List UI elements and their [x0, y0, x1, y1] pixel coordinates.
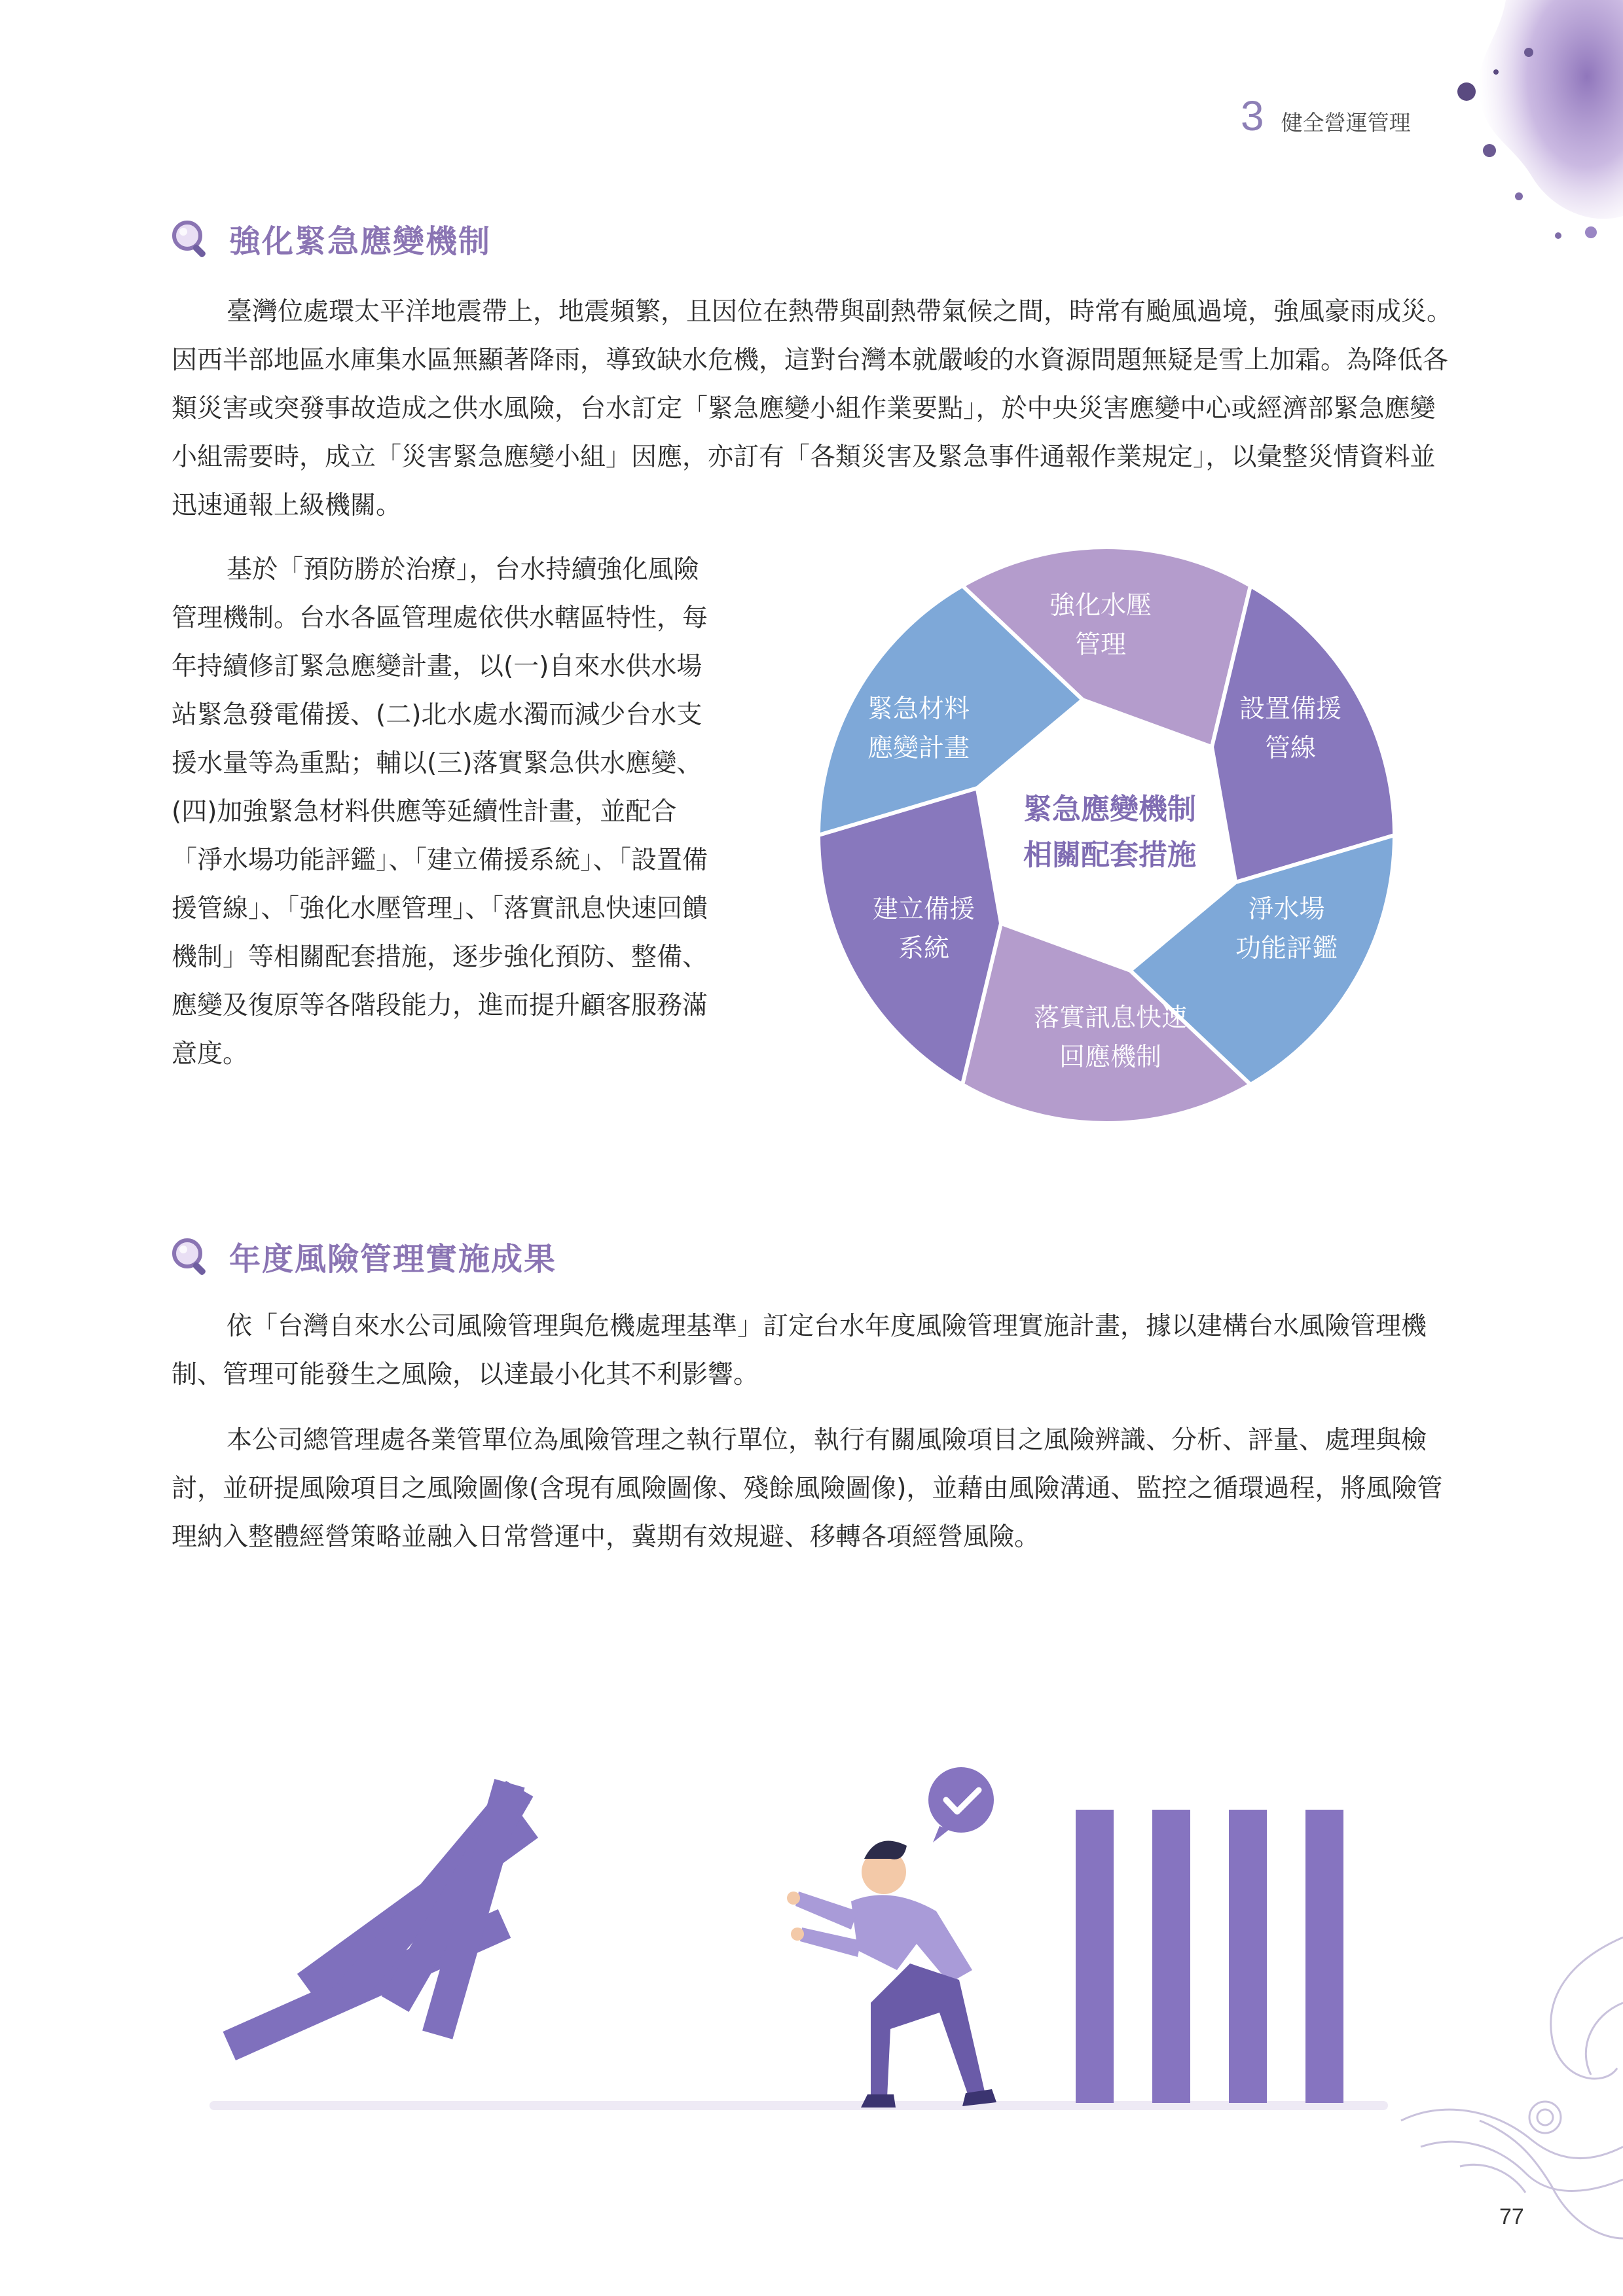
domino-illustration — [196, 1754, 1414, 2134]
swirl-decoration — [1381, 1885, 1623, 2251]
emergency-measures-diagram — [812, 541, 1401, 1130]
body-paragraph: 依「台灣自來水公司風險管理與危機處理基準」訂定台水年度風險管理實施計畫，據以建構台水風險管理機制、管理可能發生之風險，以達最小化其不利影響。 — [172, 1312, 1427, 1390]
magnifier-icon — [169, 1235, 212, 1278]
section-title: 強化緊急應變機制 — [229, 223, 492, 260]
body-paragraph: 臺灣位處環太平洋地震帶上，地震頻繁，且因位在熱帶與副熱帶氣候之間，時常有颱風過境，強風豪雨成災。因西半部地區水庫集水區無顯著降雨，導致缺水危機，這對台灣本就嚴峻的水資源問題無疑是雪上加霜。為降低各類災害或突發事故造成之供水風險，台水訂定「緊急應變小組作業要點」，於中央災害應變中心或經濟部緊急應變小組需要時，成立「災害緊急應變小組」因應，亦訂有「各類災害及緊急事件通報作業規定」，以彙整災情資料並迅速通報上級機關。 — [172, 297, 1453, 520]
person-figure — [787, 1840, 996, 2108]
segment-label-backup-system: 建立備援 系統 — [872, 895, 975, 963]
segment-label-emergency-materials: 緊急材料 應變計畫 — [867, 694, 970, 763]
section-heading-emergency — [169, 216, 491, 261]
section-title: 年度風險管理實施成果 — [229, 1241, 557, 1278]
segment-label-plant-evaluation: 淨水場 功能評鑑 — [1235, 895, 1338, 963]
chapter-header — [1241, 92, 1411, 140]
check-bubble-icon — [928, 1767, 994, 1842]
chapter-title: 健全營運管理 — [1281, 110, 1411, 135]
body-paragraph: 本公司總管理處各業管單位為風險管理之執行單位，執行有關風險項目之風險辨識、分析、評量、處理與檢討，並研提風險項目之風險圖像(含現有風險圖像、殘餘風險圖像)，並藉由風險溝通、監控之循環過程，將風險管理納入整體經營策略並融入日常營運中，冀期有效規避、移轉各項經營風險。 — [172, 1426, 1443, 1552]
magnifier-icon — [169, 217, 212, 260]
segment-label-backup-pipeline: 設置備援 管線 — [1239, 694, 1341, 763]
section-heading-risk — [169, 1234, 556, 1279]
watercolor-decoration — [1427, 0, 1623, 249]
segment-label-water-pressure: 強化水壓 管理 — [1049, 591, 1152, 660]
page-number: 77 — [1499, 2204, 1524, 2229]
body-paragraph-column: 基於「預防勝於治療」，台水持續強化風險管理機制。台水各區管理處依供水轄區特性，每年持續修訂緊急應變計畫，以(一)自來水供水場站緊急發電備援、(二)北水處水濁而減少台水支援水量等為重點；輔以(三)落實緊急供水應變、(四)加強緊急材料供應等延續性計畫，並配合「淨水場功能評鑑」、「建立備援系統」、「設置備援管線」、「強化水壓管理」、「落實訊息快速回饋機制」等相關配套措施，逐步強化預防、整備、應變及復原等各階段能力，進而提升顧客服務滿意度。 — [172, 555, 708, 1069]
wheel-center-title: 緊急應變機制 相關配套措施 — [1023, 793, 1196, 872]
chapter-number: 3 — [1241, 92, 1264, 139]
segment-label-info-feedback: 落實訊息快速 回應機制 — [1033, 1003, 1187, 1072]
